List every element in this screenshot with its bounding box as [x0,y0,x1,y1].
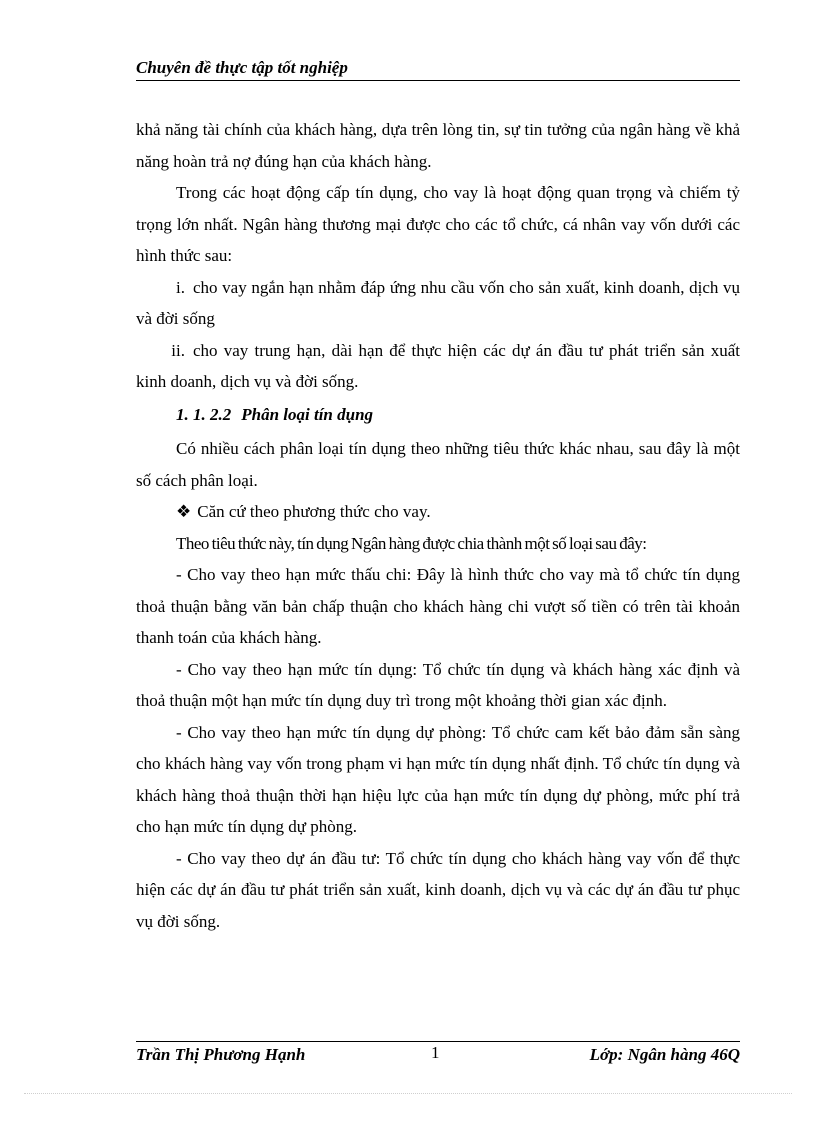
section-heading [136,399,740,431]
paragraph: - Cho vay theo hạn mức tín dụng dự phòng: Tổ chức cam kết bảo đảm sẵn sàng cho khách hàng vay vốn trong phạm vi hạn mức tín dụng nhất định. Tổ chức tín dụng và khách hàng thoả thuận thời hạn hiệu lực của hạn mức tín dụng dự phòng, mức phí trả cho hạn mức tín dụng dự phòng. [136,722,740,836]
list-item-number: i. [176,277,185,297]
criterion-text: Căn cứ theo phương thức cho vay. [197,502,431,521]
document-body [136,114,740,937]
paragraph: - Cho vay theo dự án đầu tư: Tổ chức tín dụng cho khách hàng vay vốn để thực hiện các dự án đầu tư phát triển sản xuất, kinh doanh, dịch vụ và các dự án đầu tư phục vụ đời sống. [136,848,740,931]
section-title: Phân loại tín dụng [241,404,374,424]
footer-author: Trần Thị Phương Hạnh [136,1045,306,1064]
page-footer [136,1041,740,1065]
list-item-number: ii. [171,340,185,360]
page-number: 1 [431,1043,440,1062]
page-bottom-divider [24,1093,792,1094]
paragraph: - Cho vay theo hạn mức thấu chi: Đây là hình thức cho vay mà tổ chức tín dụng thoả thuận bằng văn bản chấp thuận cho khách hàng chi vượt số tiền có trên tài khoản thanh toán của khách hàng. [136,565,740,647]
diamond-bullet-icon: ❖ [176,502,192,521]
footer-class: Lớp: Ngân hàng 46Q [589,1045,740,1064]
list-item-text: cho vay trung hạn, dài hạn để thực hiện các dự án đầu tư phát triển sản xuất kinh doanh, dịch vụ và đời sống. [136,340,740,391]
header-title: Chuyên đề thực tập tốt nghiệp [136,58,348,77]
paragraph: Trong các hoạt động cấp tín dụng, cho vay là hoạt động quan trọng và chiếm tỷ trọng lớn nhất. Ngân hàng thương mại được cho các tổ chức, cá nhân vay vốn dưới các hình thức sau: [136,183,740,265]
paragraph: khả năng tài chính của khách hàng, dựa trên lòng tin, sự tin tưởng của ngân hàng về khả năng hoàn trả nợ đúng hạn của khách hàng. [136,120,740,171]
criterion-line [136,496,740,528]
list-item [136,272,740,335]
paragraph: Theo tiêu thức này, tín dụng Ngân hàng được chia thành một số loại sau đây: [176,533,647,553]
section-number: 1. 1. 2.2 [176,404,232,424]
list-item [136,335,740,398]
paragraph: - Cho vay theo hạn mức tín dụng: Tổ chức tín dụng và khách hàng xác định và thoả thuận một hạn mức tín dụng duy trì trong một khoảng thời gian xác định. [136,659,740,710]
page-header [136,58,740,81]
list-item-text: cho vay ngắn hạn nhằm đáp ứng nhu cầu vốn cho sản xuất, kinh doanh, dịch vụ và đời sống [136,277,740,328]
paragraph: Có nhiều cách phân loại tín dụng theo những tiêu thức khác nhau, sau đây là một số cách phân loại. [136,439,740,490]
